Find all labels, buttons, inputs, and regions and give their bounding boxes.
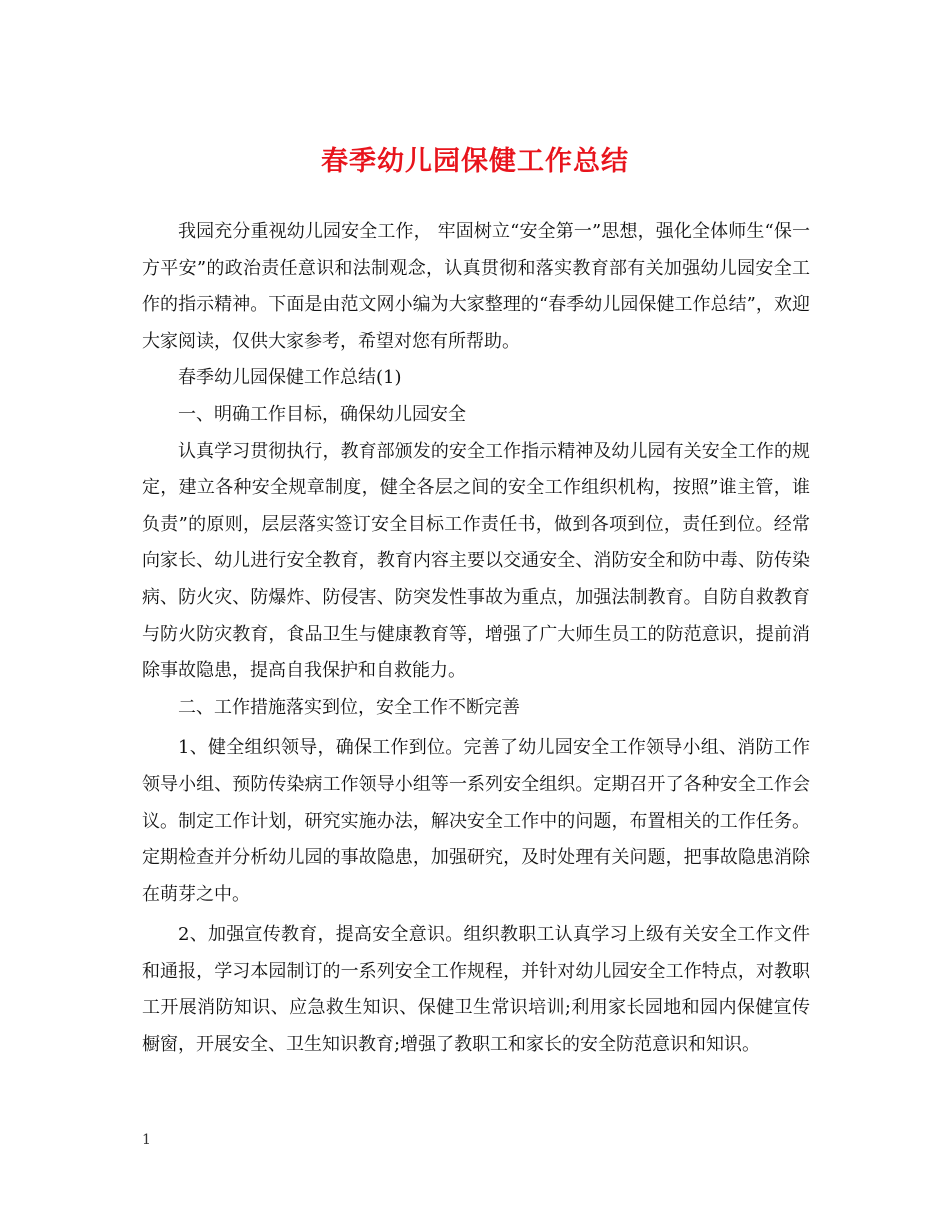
- document-title: 春季幼儿园保健工作总结: [321, 146, 629, 177]
- section-subtitle: 春季幼儿园保健工作总结(1): [178, 367, 402, 389]
- heading-one: 一、明确工作目标，确保幼儿园安全: [178, 403, 466, 425]
- document-body: [142, 214, 810, 1064]
- body-paragraph-one: 认真学习贯彻执行，教育部颁发的安全工作指示精神及幼儿园有关安全工作的规定，建立各种安全规章制度，健全各层之间的安全工作组织机构，按照”谁主管，谁负责”的原则，层层落实签订安全目标工作责任书，做到各项到位，责任到位。经常向家长、幼儿进行安全教育，教育内容主要以交通安全、消防安全和防中毒、防传染病、防火灾、防爆炸、防侵害、防突发性事故为重点，加强法制教育。自防自救教育与防火防灾教育，食品卫生与健康教育等，增强了广大师生员工的防范意识，提前消除事故隐患，提高自我保护和自救能力。: [142, 440, 810, 682]
- page-number: 1: [142, 1132, 151, 1148]
- intro-paragraph: 我园充分重视幼儿园安全工作， 牢固树立“安全第一”思想，强化全体师生“保一方平安”的政治责任意识和法制观念，认真贯彻和落实教育部有关加强幼儿园安全工作的指示精神。下面是由范文网小编为大家整理的“春季幼儿园保健工作总结”，欢迎大家阅读，仅供大家参考，希望对您有所帮助。: [142, 221, 810, 352]
- item-two-paragraph: 2、加强宣传教育，提高安全意识。组织教职工认真学习上级有关安全工作文件和通报，学习本园制订的一系列安全工作规程，并针对幼儿园安全工作特点，对教职工开展消防知识、应急救生知识、保健卫生常识培训;利用家长园地和园内保健宣传橱窗，开展安全、卫生知识教育;增强了教职工和家长的安全防范意识和知识。: [142, 924, 810, 1056]
- heading-two: 二、工作措施落实到位，安全工作不断完善: [178, 696, 520, 718]
- item-one-paragraph: 1、健全组织领导，确保工作到位。完善了幼儿园安全工作领导小组、消防工作领导小组、预防传染病工作领导小组等一系列安全组织。定期召开了各种安全工作会议。制定工作计划，研究实施办法，解决安全工作中的问题，布置相关的工作任务。定期检查并分析幼儿园的事故隐患，加强研究，及时处理有关问题，把事故隐患消除在萌芽之中。: [142, 737, 810, 905]
